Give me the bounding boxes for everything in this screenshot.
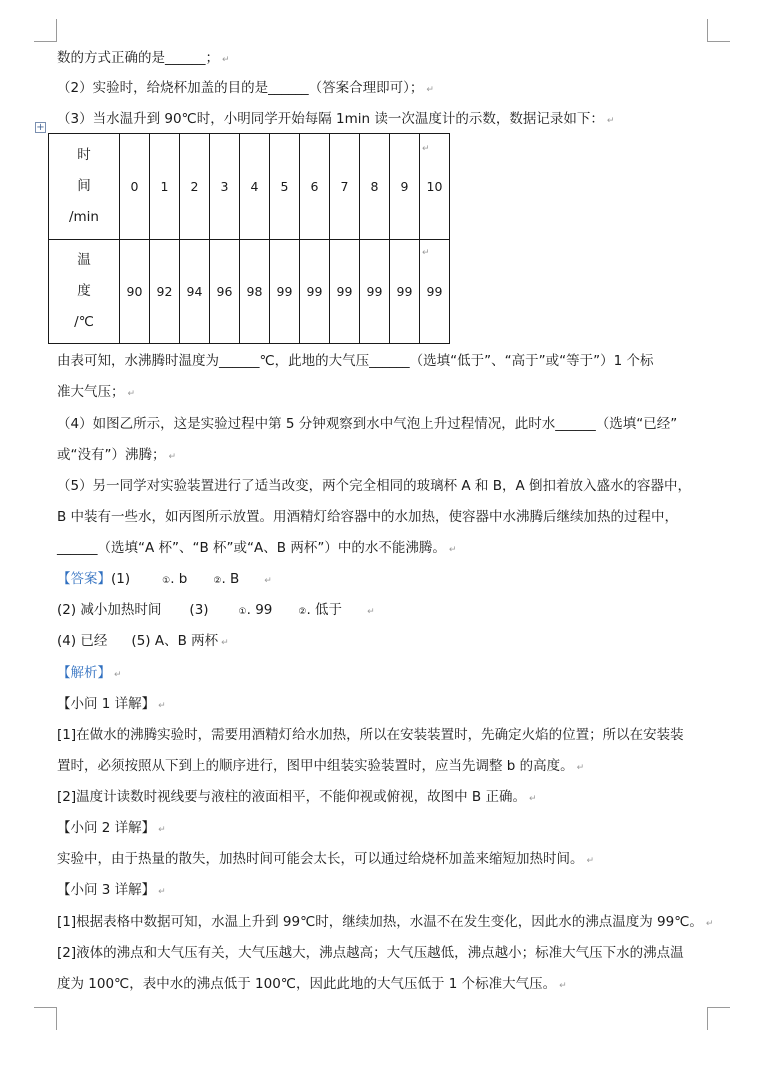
analysis-label-line: 【解析】 ↵ bbox=[57, 665, 122, 681]
question-4-line-1: （4）如图乙所示，这是实验过程中第 5 分钟观察到水中气泡上升过程情况，此时水______（选填“已经” bbox=[57, 416, 678, 432]
temperature-cell: 96 bbox=[210, 240, 240, 344]
sub-question-1-para-1b: 置时，必须按照从下到上的顺序进行，图甲中组装实验装置时，应当先调整 b 的高度。 ↵ bbox=[57, 758, 585, 774]
sub-question-1-para-1a: [1]在做水的沸腾实验时，需要用酒精灯给水加热，所以在安装装置时，先确定火焰的位置；所以在安装装 bbox=[57, 727, 684, 743]
temperature-cell: 99 bbox=[300, 240, 330, 344]
time-header: 时 间 /min bbox=[49, 134, 120, 240]
temperature-table bbox=[48, 133, 450, 344]
sub-question-3-para-2a: [2]液体的沸点和大气压有关，大气压越大，沸点越高；大气压越低，沸点越小；标准大气压下水的沸点温 bbox=[57, 945, 684, 961]
time-cell: 1 bbox=[150, 134, 180, 240]
sub-question-3-title: 【小问 3 详解】 ↵ bbox=[57, 882, 166, 898]
temperature-cell: 92 bbox=[150, 240, 180, 344]
table-move-handle-icon[interactable]: + bbox=[36, 122, 45, 133]
time-cell: 2 bbox=[180, 134, 210, 240]
time-cell: 4 bbox=[240, 134, 270, 240]
temperature-cell: 99 bbox=[270, 240, 300, 344]
sub-question-1-title: 【小问 1 详解】 ↵ bbox=[57, 696, 166, 712]
sub-question-2-title: 【小问 2 详解】 ↵ bbox=[57, 820, 166, 836]
temperature-cell: 99 bbox=[420, 240, 450, 344]
sub-question-2-para-1: 实验中，由于热量的散失，加热时间可能会太长，可以通过给烧杯加盖来缩短加热时间。 ↵ bbox=[57, 851, 595, 867]
question-4-line-2: 或“没有”）沸腾； ↵ bbox=[57, 447, 177, 463]
sub-question-3-para-2b: 度为 100℃，表中水的沸点低于 100℃，因此此地的大气压低于 1 个标准大气压。 ↵ bbox=[57, 976, 567, 992]
answer-line-2: (2) 减小加热时间 (3) ①. 99 ②. 低于 ↵ bbox=[57, 602, 375, 618]
answer-line-1: 【答案】(1) ①. b ②. B ↵ bbox=[57, 571, 272, 587]
temperature-cell: 94 bbox=[180, 240, 210, 344]
temperature-cell: 99 bbox=[330, 240, 360, 344]
answer-line-3: (4) 已经 (5) A、B 两杯 ↵ bbox=[57, 633, 229, 649]
table-row-time bbox=[49, 134, 450, 240]
question-5-line-2: B 中装有一些水，如丙图所示放置。用酒精灯给容器中的水加热，使容器中水沸腾后继续加热的过程中， bbox=[57, 509, 679, 525]
time-cell: 7 bbox=[330, 134, 360, 240]
sub-question-3-para-1: [1]根据表格中数据可知，水温上升到 99℃时，继续加热，水温不在发生变化，因此水的沸点温度为 99℃。 ↵ bbox=[57, 914, 714, 930]
sub-question-1-para-2: [2]温度计读数时视线要与液柱的液面相平，不能仰视或俯视，故图中 B 正确。 ↵ bbox=[57, 789, 537, 805]
time-cell: 9 bbox=[390, 134, 420, 240]
question-3: （3）当水温升到 90℃时，小明同学开始每隔 1min 读一次温度计的示数，数据记录如下： ↵ bbox=[57, 111, 615, 127]
question-2: （2）实验时，给烧杯加盖的目的是______（答案合理即可）； ↵ bbox=[57, 80, 434, 96]
question-5-line-3: ______（选填“A 杯”、“B 杯”或“A、B 两杯”）中的水不能沸腾。 ↵ bbox=[57, 540, 457, 556]
analysis-label: 【解析】 bbox=[57, 665, 111, 681]
time-cell: 6 bbox=[300, 134, 330, 240]
answer-label: 【答案】 bbox=[57, 571, 111, 587]
temperature-cell: 90 bbox=[120, 240, 150, 344]
crop-mark-bottom-right bbox=[707, 1007, 730, 1030]
table-row-temperature bbox=[49, 240, 450, 344]
temperature-cell: 99 bbox=[360, 240, 390, 344]
row-end-mark: ↵ bbox=[422, 248, 430, 258]
question-3-follow-1: 由表可知，水沸腾时温度为______℃，此地的大气压______（选填“低于”、“高于”或“等于”）1 个标 bbox=[57, 353, 654, 369]
question-5-line-1: （5）另一同学对实验装置进行了适当改变，两个完全相同的玻璃杯 A 和 B，A 倒扣着放入盛水的容器中， bbox=[57, 478, 691, 494]
row-end-mark: ↵ bbox=[422, 144, 430, 154]
temperature-cell: 99 bbox=[390, 240, 420, 344]
question-line-1: 数的方式正确的是______； ↵ bbox=[57, 50, 230, 66]
time-cell: 8 bbox=[360, 134, 390, 240]
temperature-header: 温 度 /℃ bbox=[49, 240, 120, 344]
time-cell: 0 bbox=[120, 134, 150, 240]
crop-mark-bottom-left bbox=[34, 1007, 57, 1030]
time-cell: 10 bbox=[420, 134, 450, 240]
crop-mark-top-right bbox=[707, 19, 730, 42]
time-cell: 3 bbox=[210, 134, 240, 240]
crop-mark-top-left bbox=[34, 19, 57, 42]
temperature-cell: 98 bbox=[240, 240, 270, 344]
time-cell: 5 bbox=[270, 134, 300, 240]
question-3-follow-2: 准大气压； ↵ bbox=[57, 384, 136, 400]
